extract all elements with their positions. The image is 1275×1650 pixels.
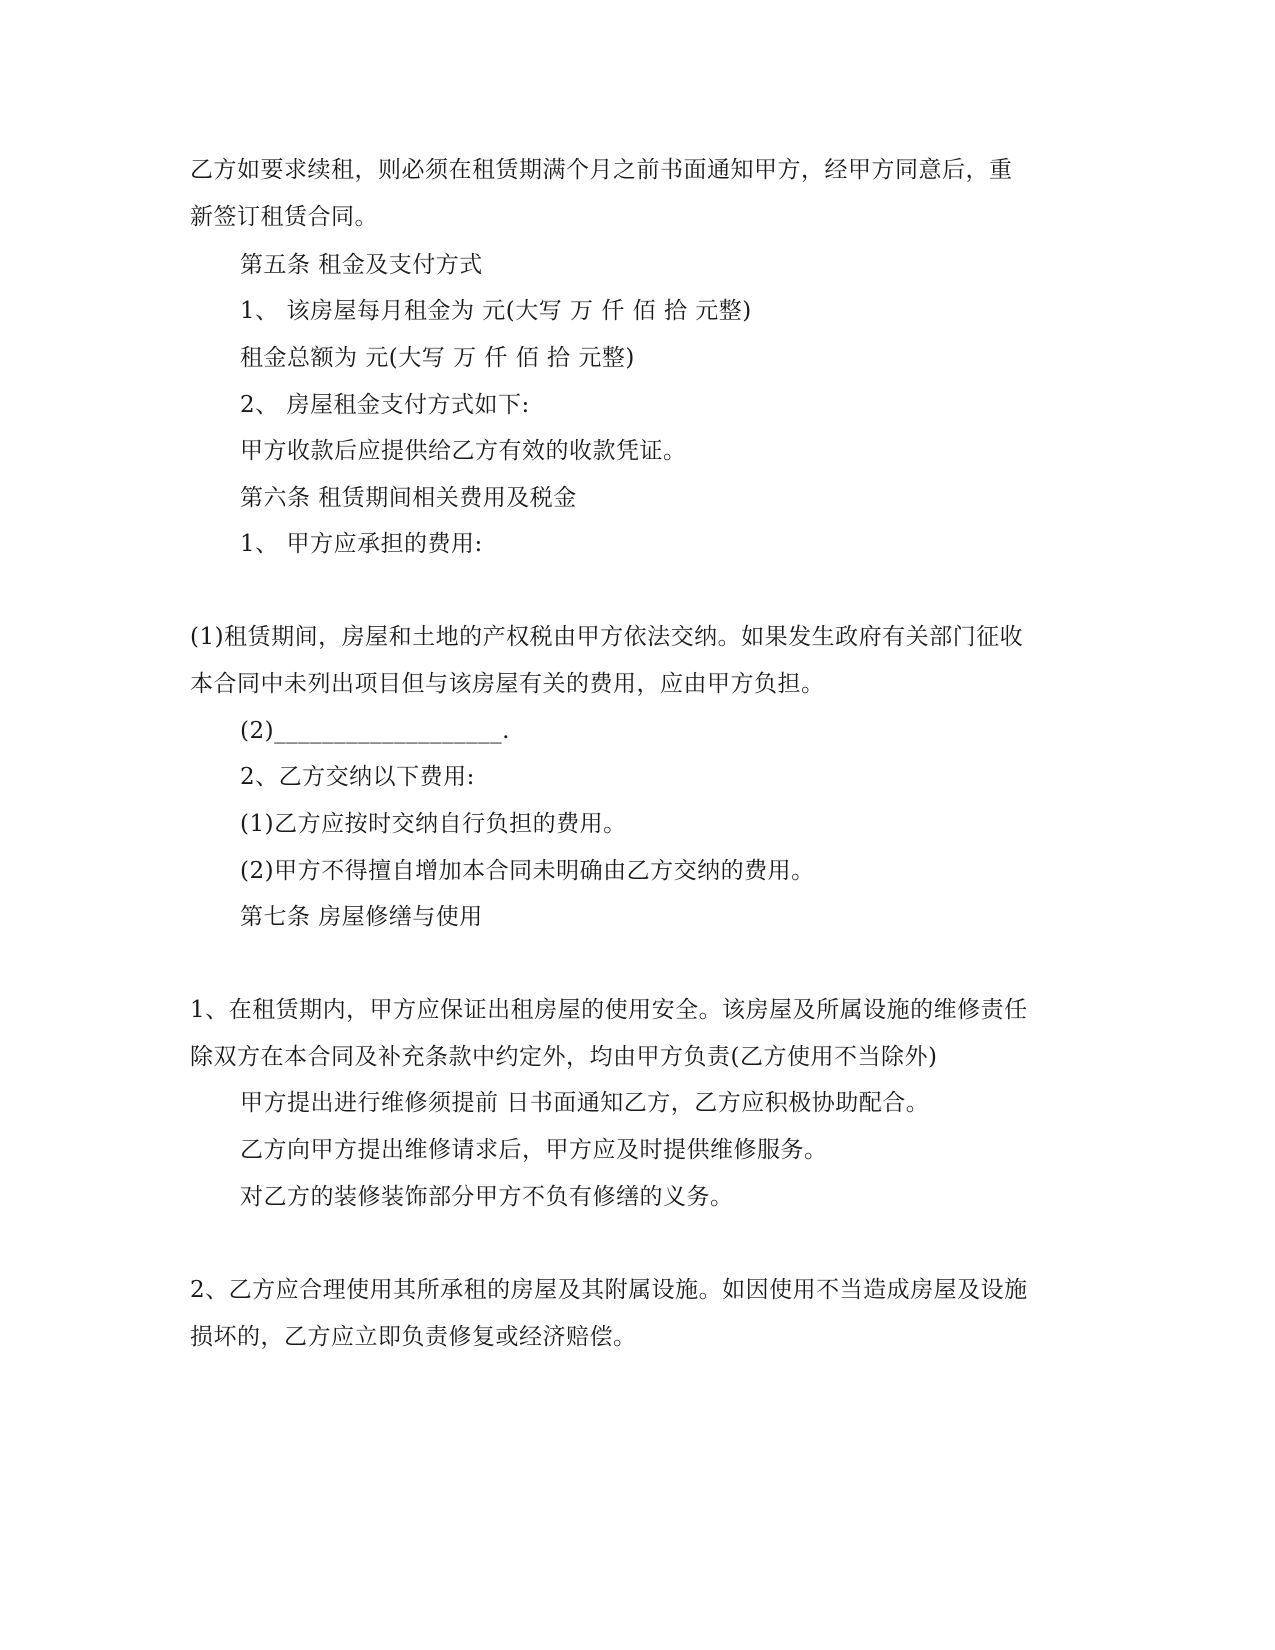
article-heading: 第六条 租赁期间相关费用及税金 <box>240 485 577 511</box>
paragraph-line: 乙方向甲方提出维修请求后，甲方应及时提供维修服务。 <box>240 1137 828 1163</box>
paragraph-line: (1)乙方应按时交纳自行负担的费用。 <box>240 811 627 837</box>
paragraph-line: 甲方收款后应提供给乙方有效的收款凭证。 <box>240 438 687 464</box>
paragraph-line: 乙方如要求续租，则必须在租赁期满个月之前书面通知甲方，经甲方同意后，重 <box>190 157 1013 183</box>
paragraph-line: 2、 房屋租金支付方式如下: <box>240 392 530 418</box>
paragraph-line: 除双方在本合同及补充条款中约定外，均由甲方负责(乙方使用不当除外) <box>190 1044 938 1070</box>
paragraph-line: 1、 该房屋每月租金为 元(大写 万 仟 佰 拾 元整) <box>240 298 752 324</box>
paragraph-line: 1、在租赁期内，甲方应保证出租房屋的使用安全。该房屋及所属设施的维修责任 <box>190 997 1028 1023</box>
paragraph-line: 租金总额为 元(大写 万 仟 佰 拾 元整) <box>240 345 635 371</box>
paragraph-line: 甲方提出进行维修须提前 日书面通知乙方，乙方应积极协助配合。 <box>240 1090 930 1116</box>
paragraph-line: 本合同中未列出项目但与该房屋有关的费用，应由甲方负担。 <box>190 671 825 697</box>
paragraph-line: 新签订租赁合同。 <box>190 204 378 230</box>
fill-in-blank-line: (2)___________________. <box>240 718 510 744</box>
paragraph-line: 1、 甲方应承担的费用: <box>240 531 483 557</box>
paragraph-line: 损坏的，乙方应立即负责修复或经济赔偿。 <box>190 1324 637 1350</box>
paragraph-line: 2、乙方应合理使用其所承租的房屋及其附属设施。如因使用不当造成房屋及设施 <box>190 1277 1028 1303</box>
article-heading: 第五条 租金及支付方式 <box>240 252 483 278</box>
article-heading: 第七条 房屋修缮与使用 <box>240 904 483 930</box>
paragraph-line: (1)租赁期间，房屋和土地的产权税由甲方依法交纳。如果发生政府有关部门征收 <box>190 624 1024 650</box>
paragraph-line: (2)甲方不得擅自增加本合同未明确由乙方交纳的费用。 <box>240 858 815 884</box>
paragraph-line: 2、乙方交纳以下费用: <box>240 764 475 790</box>
paragraph-line: 对乙方的装修装饰部分甲方不负有修缮的义务。 <box>240 1184 734 1210</box>
